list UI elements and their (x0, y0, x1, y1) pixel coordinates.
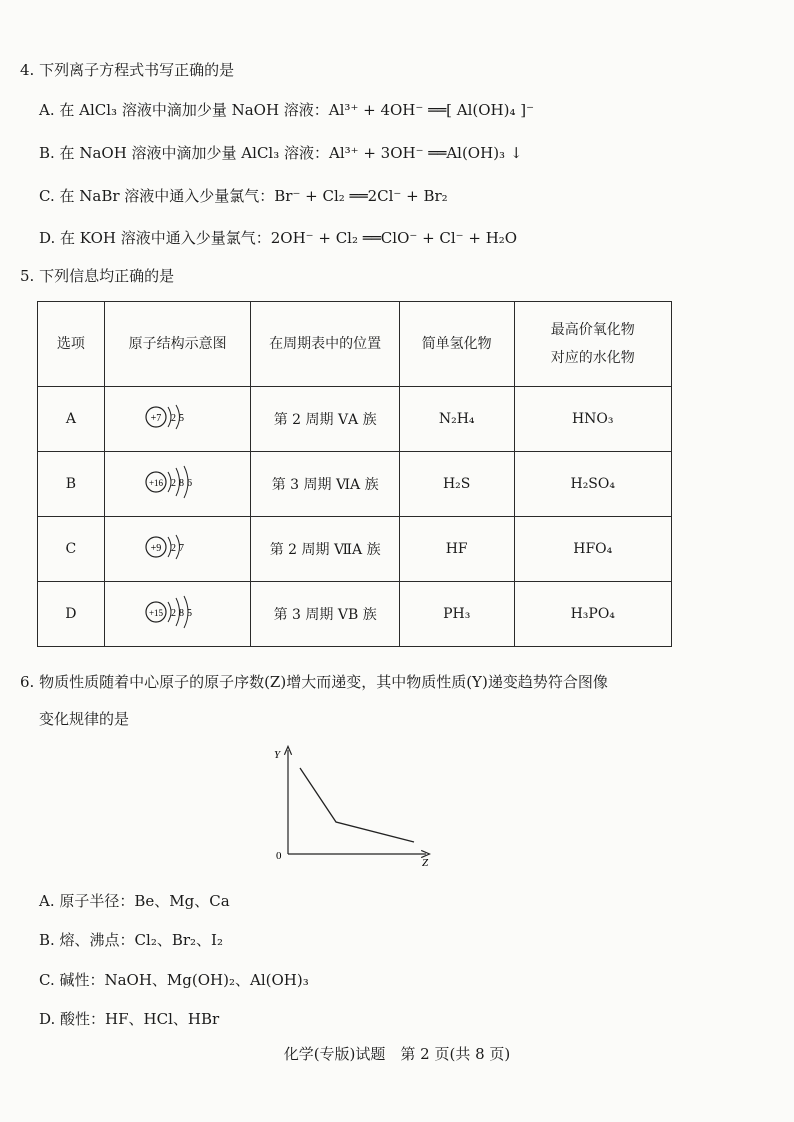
row-option: B (38, 452, 105, 517)
atom-diagram-cell (104, 452, 251, 517)
header-option: 选项 (38, 302, 105, 387)
row-option: D (38, 582, 105, 647)
row-hydroxide: H₃PO₄ (514, 582, 672, 647)
table-row (38, 517, 672, 582)
shell-electrons: 6 (186, 478, 192, 489)
q6-option-a: A. 原子半径：Be、Mg、Ca (39, 892, 230, 910)
trend-curve (300, 768, 414, 842)
nucleus-charge: +16 (148, 478, 163, 488)
q4-option-b: B. 在 NaOH 溶液中滴加少量 AlCl₃ 溶液：Al³⁺ + 3OH⁻ ══Al(OH)₃ ↓ (39, 144, 523, 162)
q6-stem-line2: 变化规律的是 (39, 710, 130, 728)
header-hydroxide-line2: 对应的水化物 (550, 350, 635, 366)
row-position: 第 2 周期 ⅦA 族 (251, 517, 399, 582)
y-axis-label: Y (274, 749, 281, 761)
header-position: 在周期表中的位置 (251, 302, 399, 387)
q6-option-d: D. 酸性：HF、HCl、HBr (39, 1010, 220, 1028)
shell-electrons: 2 (170, 543, 176, 554)
nucleus-charge: +9 (150, 543, 161, 554)
shell-electrons: 5 (178, 413, 184, 424)
origin-label: 0 (276, 850, 282, 862)
q4-stem: 4. 下列离子方程式书写正确的是 (20, 61, 235, 79)
row-position: 第 2 周期 ⅤA 族 (251, 387, 399, 452)
row-hydroxide: HNO₃ (514, 387, 672, 452)
row-hydride: H₂S (399, 452, 514, 517)
shell-electrons: 2 (170, 413, 176, 424)
row-hydroxide: HFO₄ (514, 517, 672, 582)
q6-option-b: B. 熔、沸点：Cl₂、Br₂、I₂ (39, 931, 223, 949)
row-option: A (38, 387, 105, 452)
atom-structure-diagram (138, 395, 218, 439)
shell-electrons: 2 (170, 608, 176, 619)
atom-structure-diagram (138, 525, 218, 569)
nucleus-charge: +7 (150, 413, 161, 424)
q6-stem-line1: 6. 物质性质随着中心原子的原子序数(Z)增大而递变，其中物质性质(Y)递变趋势符合图像 (20, 673, 608, 691)
header-hydride: 简单氢化物 (399, 302, 514, 387)
shell-electrons: 8 (178, 478, 184, 489)
atom-structure-diagram (138, 590, 218, 634)
nucleus-charge: +15 (148, 608, 163, 618)
row-position: 第 3 周期 ⅥA 族 (251, 452, 399, 517)
shell-electrons: 7 (178, 543, 184, 554)
row-option: C (38, 517, 105, 582)
row-position: 第 3 周期 ⅤB 族 (251, 582, 399, 647)
atom-diagram-cell (104, 517, 251, 582)
shell-electrons: 5 (186, 608, 192, 619)
atom-structure-diagram (138, 460, 218, 504)
page-footer: 化学(专版)试题 第 2 页(共 8 页) (283, 1045, 511, 1063)
q4-option-a: A. 在 AlCl₃ 溶液中滴加少量 NaOH 溶液：Al³⁺ + 4OH⁻ ══[ Al(OH)₄ ]⁻ (39, 101, 535, 119)
row-hydride: N₂H₄ (399, 387, 514, 452)
q6-option-c: C. 碱性：NaOH、Mg(OH)₂、Al(OH)₃ (39, 971, 309, 989)
row-hydroxide: H₂SO₄ (514, 452, 672, 517)
element-info-table (37, 301, 672, 647)
row-hydride: HF (399, 517, 514, 582)
header-structure: 原子结构示意图 (104, 302, 251, 387)
shell-electrons: 8 (178, 608, 184, 619)
atom-diagram-cell (104, 387, 251, 452)
q5-stem: 5. 下列信息均正确的是 (20, 267, 175, 285)
x-axis-label: Z (422, 857, 429, 869)
trend-graph (266, 742, 436, 870)
header-hydroxide (514, 302, 672, 387)
table-row (38, 582, 672, 647)
header-hydroxide-line1: 最高价氧化物 (550, 322, 635, 338)
table-header-row (38, 302, 672, 387)
row-hydride: PH₃ (399, 582, 514, 647)
shell-electrons: 2 (170, 478, 176, 489)
table-row (38, 387, 672, 452)
q4-option-d: D. 在 KOH 溶液中通入少量氯气：2OH⁻ + Cl₂ ══ClO⁻ + Cl⁻ + H₂O (39, 229, 518, 247)
table-row (38, 452, 672, 517)
atom-diagram-cell (104, 582, 251, 647)
q4-option-c: C. 在 NaBr 溶液中通入少量氯气：Br⁻ + Cl₂ ══2Cl⁻ + Br₂ (39, 187, 448, 205)
